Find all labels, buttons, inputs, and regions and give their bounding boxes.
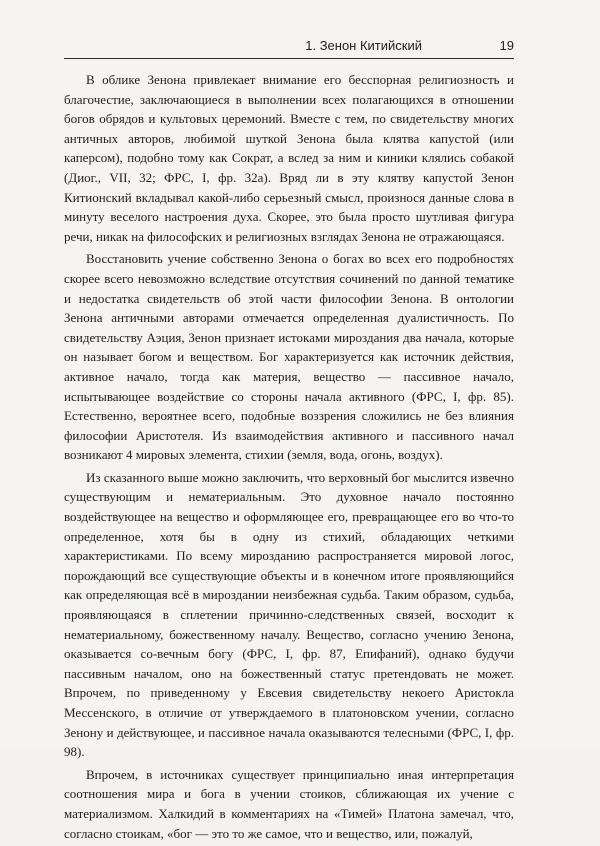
running-header [64,36,514,59]
body-text [64,70,514,846]
paragraph-1: В облике Зенона привлекает внимание его бесспорная религиозность и благочестие, заключающиеся в выполнении всех полагающихся в отношении богов обрядов и культовых церемоний. Вместе с тем, по свидетельству многих античных авторов, любимой шуткой Зенона была клятва капустой (или каперсом), подобно тому как Сократ, а вслед за ним и киники клялись собакой (Диог., VII, 32; ФРС, I, фр. 32а). Вряд ли в эту клятву капустой Зенон Китионский вкладывал какой-либо серьезный смысл, произнося данные слова в минуту веселого настроения духа. Скорее, это была просто шутливая фигура речи, никак на философских и религиозных взглядах Зенона не отражающаяся. [64,72,514,244]
page-number: 19 [499,38,514,53]
paragraph-2: Восстановить учение собственно Зенона о богах во всех его подробностях скорее всего невозможно вследствие отсутствия сочинений по данной тематике и недостатка свидетельств об этой части философии Зенона. В онтологии Зенона античными авторами отмечается определенная дуалистичность. По свидетельству Аэция, Зенон признает истоками мироздания два начала, которые он называет богом и веществом. Бог характеризуется как источник действия, активное начало, тогда как материя, вещество — пассивное начало, испытывающее воздействие со стороны начала активного (ФРС, I, фр. 85). Естественно, вероятнее всего, подобные воззрения сложились не без влияния философии Аристотеля. Из взаимодействия активного и пассивного начал возникают 4 мировых элемента, стихии (земля, вода, огонь, воздух). [64,251,514,463]
paragraph-4: Впрочем, в источниках существует принципиально иная интерпретация соотношения мира и бога в учении стоиков, сближающая их учение с материализмом. Халкидий в комментариях на «Тимей» Платона замечал, что, согласно стоикам, «бог — это то же самое, что и вещество, или, пожалуй, [64,766,514,841]
chapter-title: 1. Зенон Китийский [305,38,422,53]
paragraph-3: Из сказанного выше можно заключить, что верховный бог мыслится извечно существующим и нематериальным. Это духовное начало постоянно воздействующее на вещество и оформляющее его, превращающее его во что-то определенное, хотя бы в одну из стихий, обладающих четкими характеристиками. По всему мирозданию распространяется мировой логос, порождающий все существующие объекты и в конечном итоге проявляющийся как определяющая всё в мироздании неизбежная судьба. Таким образом, судьба, проявляющаяся в сплетении причинно-следственных связей, восходит к нематериальному, божественному началу. Вещество, согласно учению Зенона, оказывается со-вечным богу (ФРС, I, фр. 87, Епифаний), однако будучи пассивным началом, оно на божественный статус претендовать не может. Впрочем, по приведенному у Евсевия свидетельству некоего Аристокла Мессенского, в отличие от утверждаемого в платоновском учении, согласно Зенону и действующее, и пассивное начала оказываются телесными (ФРС, I, фр. 98). [64,469,514,760]
